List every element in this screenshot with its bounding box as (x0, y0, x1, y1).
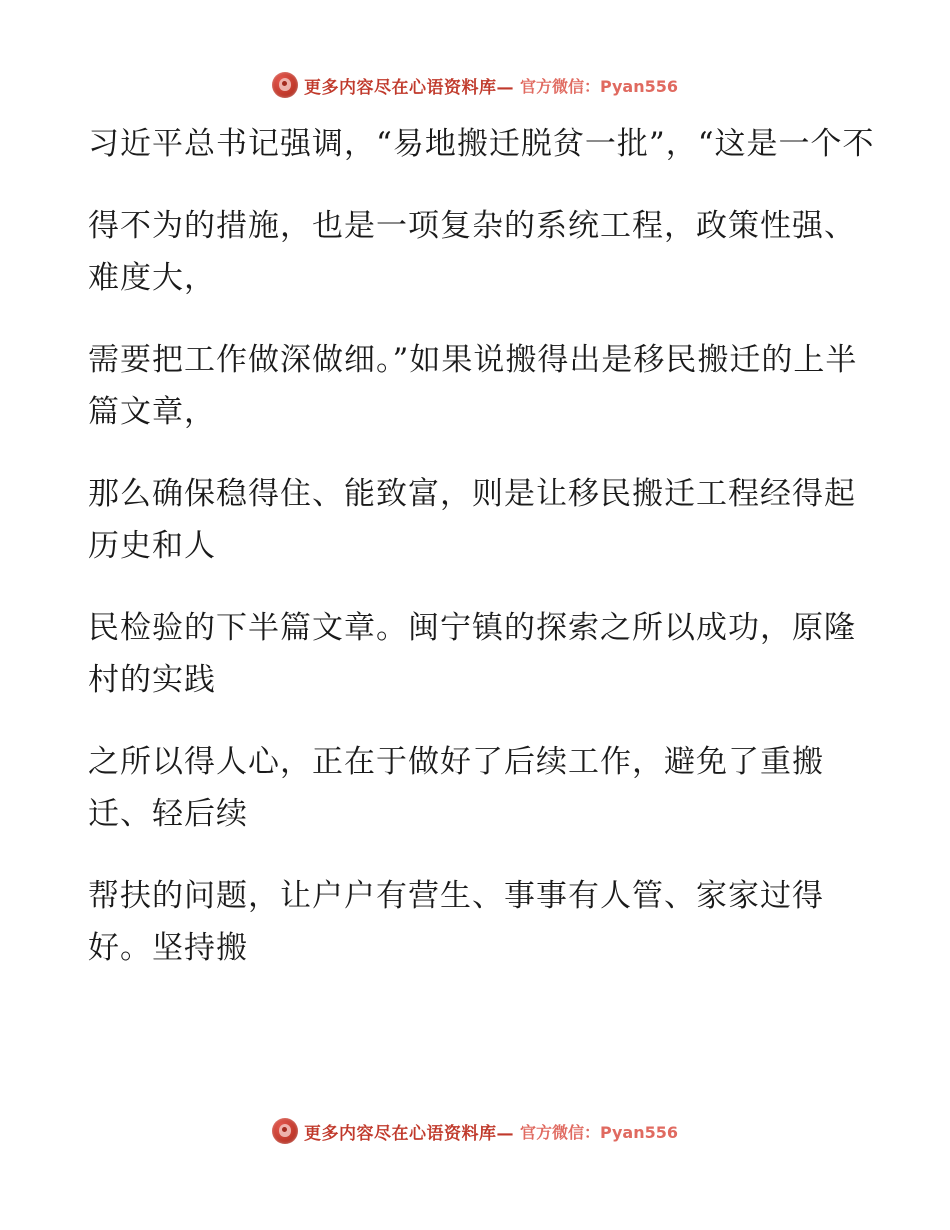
watermark-account: 官方微信：Pyan556 (519, 76, 679, 96)
watermark-header (0, 72, 950, 98)
watermark-text: 更多内容尽在心语资料库— (303, 1123, 514, 1144)
paragraph: 习近平总书记强调，“易地搬迁脱贫一批”，“这是一个不 (88, 126, 875, 162)
paragraph: 需要把工作做深做细。”如果说搬得出是移民搬迁的上半篇文章， (88, 342, 858, 430)
watermark-text: 更多内容尽在心语资料库— (303, 77, 514, 98)
paragraph: 得不为的措施，也是一项复杂的系统工程，政策性强、难度大， (88, 208, 856, 296)
watermark-account: 官方微信：Pyan556 (519, 1122, 679, 1142)
paragraph: 那么确保稳得住、能致富，则是让移民搬迁工程经得起历史和人 (88, 476, 856, 564)
chat-bubble-logo-icon (272, 1118, 298, 1144)
paragraph: 之所以得人心，正在于做好了后续工作，避免了重搬迁、轻后续 (88, 744, 824, 832)
document-text-body (88, 118, 878, 1004)
chat-bubble-logo-icon (272, 72, 298, 98)
paragraph: 民检验的下半篇文章。闽宁镇的探索之所以成功，原隆村的实践 (88, 610, 856, 698)
paragraph: 帮扶的问题，让户户有营生、事事有人管、家家过得好。坚持搬 (88, 878, 824, 966)
watermark-footer (0, 1118, 950, 1144)
